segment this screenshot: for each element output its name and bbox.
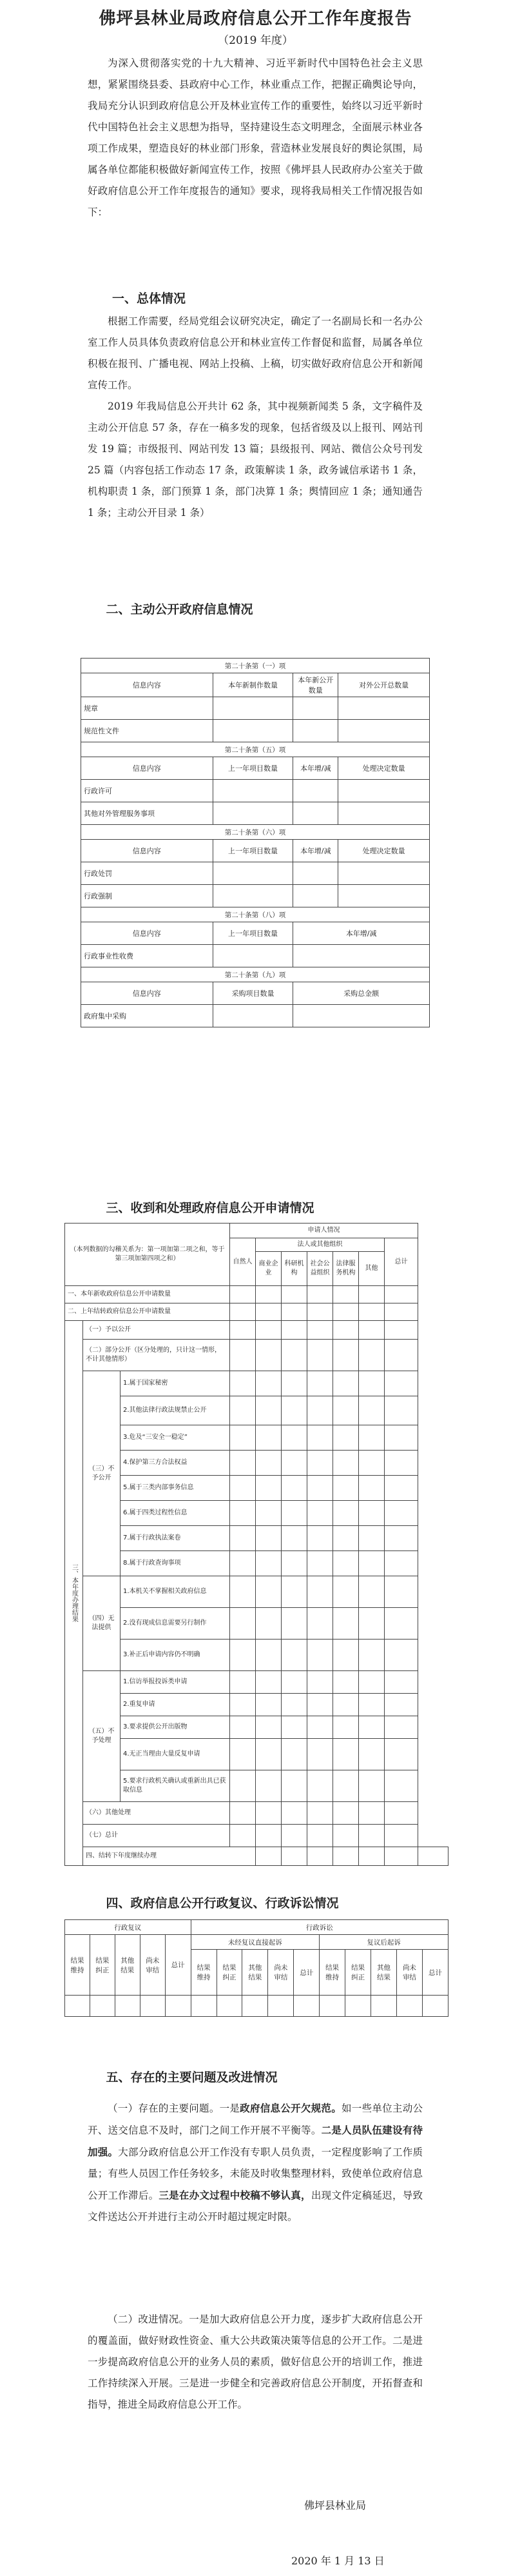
g3-header: 本年增/减 — [293, 840, 338, 862]
text: 如一些单位主动公开、送交信息不及时，部门之间工作开展不平衡等。 — [88, 2103, 423, 2136]
g1-header: 信息内容 — [81, 673, 213, 697]
group5-title: 第二十条第（九）项 — [81, 967, 430, 982]
row-label: 2.其他法律行政法规禁止公开 — [121, 1396, 230, 1425]
g3-header: 上一年项目数量 — [213, 840, 293, 862]
lit-col: 总计 — [294, 1950, 320, 1996]
group2-title: 第二十条第（五）项 — [81, 742, 430, 757]
lit-col: 总计 — [422, 1950, 448, 1996]
section3-heading: 三、收到和处理政府信息公开申请情况 — [106, 1201, 314, 1215]
table-cell — [338, 697, 430, 720]
table-row — [65, 1340, 448, 1371]
group3-title: 第二十条第（六）项 — [81, 825, 430, 840]
legal-type-header: 法律服务机构 — [333, 1252, 359, 1286]
table-corner-note: （本列数据的勾稽关系为：第一项加第二项之和，等于第三项加第四项之和） — [65, 1224, 230, 1286]
table-cell: 行政处罚 — [81, 862, 213, 885]
table-cell — [213, 697, 293, 720]
table-cell — [213, 1005, 293, 1027]
table-cell — [338, 862, 430, 885]
row-label: （六）其他处理 — [83, 1802, 230, 1825]
g5-header: 采购项目数量 — [213, 982, 293, 1005]
row-label: 3.要求提供公开出版物 — [121, 1716, 230, 1739]
date: 2020 年 1 月 13 日 — [291, 2555, 385, 2567]
table-row — [65, 1640, 448, 1671]
natural-person-header: 自然人 — [230, 1238, 256, 1286]
table-row — [65, 1576, 448, 1608]
row-label: 2.没有现成信息需要另行制作 — [121, 1608, 230, 1640]
lit-col: 尚未审结 — [268, 1950, 294, 1996]
table-cell — [293, 697, 338, 720]
row-label: 四、结转下年度继续办理 — [83, 1847, 256, 1866]
table-cell — [338, 780, 430, 802]
legal-type-header: 其他 — [359, 1252, 385, 1286]
table-row — [65, 1716, 448, 1739]
table-row — [65, 1425, 448, 1451]
table-cell — [213, 780, 293, 802]
table-cell — [293, 1005, 430, 1027]
table-row — [65, 1802, 448, 1825]
section4-heading: 四、政府信息公开行政复议、行政诉讼情况 — [106, 1896, 339, 1910]
emphasis: 政府信息公开欠规范。 — [240, 2102, 342, 2114]
table-cell — [213, 862, 293, 885]
applicant-header: 申请人情况 — [230, 1224, 418, 1238]
table-row — [65, 1825, 448, 1847]
g2-header: 上一年项目数量 — [213, 757, 293, 780]
text: 出现文件定稿延迟，导致文件送达公开并进行主动公开时超过规定时限。 — [88, 2190, 423, 2223]
table-cell: 行政强制 — [81, 885, 213, 907]
application-table — [64, 1223, 448, 1866]
g2-header: 处理决定数量 — [338, 757, 430, 780]
review-col: 总计 — [165, 1935, 191, 1996]
section1-heading: 一、总体情况 — [112, 292, 186, 306]
row-label: 3.危及“三安全一稳定” — [121, 1425, 230, 1451]
review-litigation-table — [64, 1919, 448, 2017]
emphasis: 二是人员队伍建设有待加强。 — [88, 2124, 423, 2158]
row-label: （四）无法提供 — [83, 1576, 121, 1671]
table-row — [65, 1371, 448, 1396]
text: 大部分政府信息公开工作没有专职人员负责，一定程度影响了工作质量；有些人员因工作任务较多，未能及时收集整理材料，致使单位政府信息公开工作滞后。 — [88, 2146, 423, 2201]
section1-paragraph-1: 根据工作需要，经局党组会议研究决定，确定了一名副局长和一名办公室工作人员具体负责政府信息公开和林业宣传工作督促和监督，局属各单位积极在报刊、广播电视、网站上投稿、上稿，切实做好政府信息公开和新闻宣传工作。 — [88, 315, 423, 391]
review-col: 结果纠正 — [90, 1935, 115, 1996]
table-cell — [338, 885, 430, 907]
row-label: （三）不予公开 — [83, 1371, 121, 1576]
section5-paragraph-1 — [88, 2097, 423, 2228]
row-label: 一、本年新收政府信息公开申请数量 — [65, 1286, 230, 1303]
table-row — [65, 1996, 448, 2017]
report-title: 佛坪县林业局政府信息公开工作年度报告 — [99, 9, 412, 28]
row-label: 三、本年度办理结果 — [65, 1321, 83, 1866]
table-row — [65, 1694, 448, 1716]
table-row — [65, 1451, 448, 1476]
table-row — [65, 1526, 448, 1551]
direct-suit-header: 未经复议直接起诉 — [191, 1935, 320, 1950]
table-cell: 规章 — [81, 697, 213, 720]
post-review-suit-header: 复议后起诉 — [320, 1935, 448, 1950]
table-cell — [293, 802, 338, 825]
table-row — [65, 1671, 448, 1694]
row-label: （七）总计 — [83, 1825, 230, 1847]
legal-type-header: 科研机构 — [282, 1252, 307, 1286]
litigation-header: 行政诉讼 — [191, 1920, 448, 1935]
table-cell — [338, 802, 430, 825]
row-label: 7.属于行政执法案卷 — [121, 1526, 230, 1551]
review-col: 其他结果 — [115, 1935, 140, 1996]
table-cell: 规范性文件 — [81, 720, 213, 742]
table-cell — [338, 720, 430, 742]
row-label: 4.保护第三方合法权益 — [121, 1451, 230, 1476]
table-cell — [213, 720, 293, 742]
g4-header: 信息内容 — [81, 922, 213, 945]
g2-header: 信息内容 — [81, 757, 213, 780]
table-cell — [293, 862, 338, 885]
row-label: 5.要求行政机关确认或重新出具已获取信息 — [121, 1770, 230, 1802]
row-label: 2.重复申请 — [121, 1694, 230, 1716]
table-cell — [293, 945, 430, 967]
table-row — [65, 1739, 448, 1770]
legal-type-header: 社会公益组织 — [307, 1252, 333, 1286]
row-label: 4.无正当理由大量反复申请 — [121, 1739, 230, 1770]
legal-type-header: 商业企业 — [256, 1252, 282, 1286]
lit-col: 其他结果 — [242, 1950, 268, 1996]
review-col: 尚未审结 — [140, 1935, 165, 1996]
emphasis: 三是在办文过程中校稿不够认真， — [159, 2189, 311, 2201]
table-cell: 行政许可 — [81, 780, 213, 802]
intro-paragraph: 为深入贯彻落实党的十九大精神、习近平新时代中国特色社会主义思想，紧紧围绕县委、县政府中心工作，林业重点工作，把握正确舆论导向，我局充分认识到政府信息公开及林业宣传工作的重要性，始终以习近平新时代中国特色社会主义思想为指导，坚持建设生态文明理念，全面展示林业各项工作成果，塑造良好的林业部门形象，营造林业发展良好的舆论氛围，局属各单位都能积极做好新闻宣传工作，按照《佛坪县人民政府办公室关于做好政府信息公开工作年度报告的通知》要求，现将我局相关工作情况报告如下： — [88, 57, 423, 218]
review-header: 行政复议 — [65, 1920, 191, 1935]
row-label: 8.属于行政查询事项 — [121, 1551, 230, 1576]
review-col: 结果维持 — [65, 1935, 90, 1996]
group4-title: 第二十条第（八）项 — [81, 907, 430, 922]
report-subtitle: （2019 年度） — [218, 34, 293, 47]
g4-header: 本年增/减 — [293, 922, 430, 945]
section2-heading: 二、主动公开政府信息情况 — [106, 602, 253, 617]
row-label: 二、上年结转政府信息公开申请数量 — [65, 1303, 230, 1321]
table-row — [65, 1770, 448, 1802]
table-cell — [213, 885, 293, 907]
row-label: 3.补正后申请内容仍不明确 — [121, 1640, 230, 1671]
text: （一）存在的主要问题。一是 — [108, 2103, 240, 2114]
row-label: 1.本机关不掌握相关政府信息 — [121, 1576, 230, 1608]
table-row — [65, 1501, 448, 1526]
legal-entity-header: 法人或其他组织 — [256, 1238, 385, 1252]
row-label: 6.属于四类过程性信息 — [121, 1501, 230, 1526]
table-row — [65, 1396, 448, 1425]
table-cell — [293, 720, 338, 742]
section5-paragraph-2: （二）改进情况。一是加大政府信息公开力度，逐步扩大政府信息公开的覆盖面，做好财政性资金、重大公共政策决策等信息的公开工作。二是进一步提高政府信息公开的业务人员的素质，做好信息公开的培训工作，推进工作持续深入开展。三是进一步健全和完善政府信息公开制度，开拓督查和指导，推进全局政府信息公开工作。 — [88, 2313, 423, 2410]
table-row — [65, 1847, 448, 1866]
lit-col: 尚未审结 — [396, 1950, 422, 1996]
row-label: 1.信访举报投诉类申请 — [121, 1671, 230, 1694]
table-cell — [293, 780, 338, 802]
table-row — [65, 1303, 448, 1321]
table-cell — [213, 945, 293, 967]
g5-header: 信息内容 — [81, 982, 213, 1005]
table-cell — [293, 885, 338, 907]
section5-heading: 五、存在的主要问题及改进情况 — [106, 2070, 278, 2085]
row-label: 1.属于国家秘密 — [121, 1371, 230, 1396]
lit-col: 结果维持 — [191, 1950, 217, 1996]
table-cell: 其他对外管理服务事项 — [81, 802, 213, 825]
table-row — [65, 1321, 448, 1340]
g3-header: 信息内容 — [81, 840, 213, 862]
signature: 佛坪县林业局 — [304, 2499, 367, 2512]
row-label: （五）不予处理 — [83, 1671, 121, 1802]
total-header: 总计 — [385, 1238, 418, 1286]
table-row — [65, 1286, 448, 1303]
row-label: 5.属于三类内部事务信息 — [121, 1476, 230, 1501]
g4-header: 上一年项目数量 — [213, 922, 293, 945]
table-row — [65, 1608, 448, 1640]
table-cell — [213, 802, 293, 825]
row-label: （一）予以公开 — [83, 1321, 230, 1340]
g5-header: 采购总金额 — [293, 982, 430, 1005]
lit-col: 结果纠正 — [345, 1950, 371, 1996]
lit-col: 结果纠正 — [217, 1950, 242, 1996]
active-disclosure-table — [81, 658, 430, 1027]
section1-paragraph-2: 2019 年我局信息公开共计 62 条，其中视频新闻类 5 条，文字稿件及主动公开信息 57 条，存在一稿多发的现象，包括省级及以上报刊、网站刊发 19 篇；市级报刊、网站刊发 13 篇；县级报刊、网站、微信公众号刊发 25 篇（内容包括工作动态 17 条，政策解读 1 条，政务诚信承诺书 1 条，机构职责 1 条，部门预算 1 条，部门决算 1 条；舆情回应 1 条；通知通告 1 条；主动公开目录 1 条） — [88, 401, 423, 519]
row-label: （二）部分公开（区分处理的，只计这一情形，不计其他情形） — [83, 1340, 230, 1371]
table-row — [65, 1476, 448, 1501]
g3-header: 处理决定数量 — [338, 840, 430, 862]
g1-header: 本年新公开数量 — [293, 673, 338, 697]
g1-header: 对外公开总数量 — [338, 673, 430, 697]
lit-col: 结果维持 — [320, 1950, 345, 1996]
table-cell: 行政事业性收费 — [81, 945, 213, 967]
lit-col: 其他结果 — [371, 1950, 397, 1996]
group1-title: 第二十条第（一）项 — [81, 659, 430, 673]
table-cell: 政府集中采购 — [81, 1005, 213, 1027]
g2-header: 本年增/减 — [293, 757, 338, 780]
table-row — [65, 1551, 448, 1576]
g1-header: 本年新制作数量 — [213, 673, 293, 697]
